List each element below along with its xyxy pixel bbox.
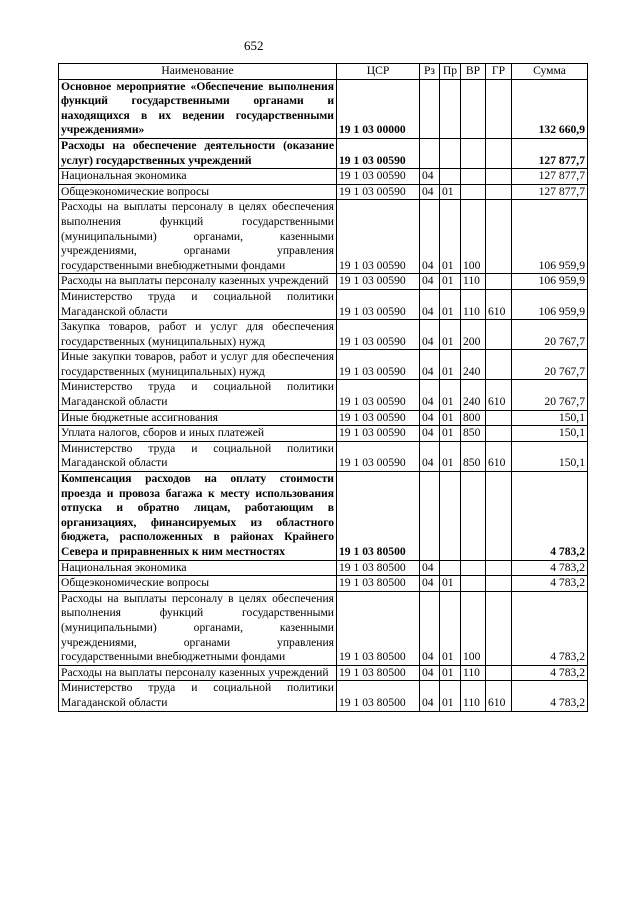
row-gr <box>486 426 512 442</box>
table-row <box>59 410 588 426</box>
row-pr: 01 <box>440 274 461 290</box>
row-name: Расходы на обеспечение деятельности (оказание услуг) государственных учреждений <box>59 138 337 168</box>
row-gr <box>486 591 512 665</box>
row-name: Уплата налогов, сборов и иных платежей <box>59 426 337 442</box>
table-row <box>59 665 588 681</box>
table-row <box>59 681 588 711</box>
row-name: Министерство труда и социальной политики Магаданской области <box>59 289 337 319</box>
row-pr: 01 <box>440 289 461 319</box>
row-csr: 19 1 03 80500 <box>337 681 420 711</box>
table-row <box>59 350 588 380</box>
row-sum: 127 877,7 <box>512 184 588 200</box>
row-vr: 850 <box>461 441 486 471</box>
row-csr: 19 1 03 00000 <box>337 79 420 138</box>
row-vr: 110 <box>461 289 486 319</box>
row-gr <box>486 472 512 561</box>
row-name: Национальная экономика <box>59 169 337 185</box>
row-name: Иные бюджетные ассигнования <box>59 410 337 426</box>
row-pr: 01 <box>440 665 461 681</box>
row-name: Компенсация расходов на оплату стоимости проезда и провоза багажа к месту использования отпуска и обратно лицам, работающим в организациях, финансируемых из областного бюджета, расположенных в районах Крайнего Севера и приравненных к ним местностях <box>59 472 337 561</box>
row-rz: 04 <box>420 274 440 290</box>
table-row <box>59 169 588 185</box>
row-name: Расходы на выплаты персоналу в целях обеспечения выполнения функций государственными (муниципальными) органами, казенными учреждениями, органами управления государственными внебюджетными фондами <box>59 200 337 274</box>
row-rz <box>420 79 440 138</box>
row-sum: 4 783,2 <box>512 472 588 561</box>
row-rz: 04 <box>420 410 440 426</box>
row-vr: 200 <box>461 320 486 350</box>
row-rz: 04 <box>420 426 440 442</box>
row-pr: 01 <box>440 200 461 274</box>
row-gr: 610 <box>486 380 512 410</box>
page-number: 652 <box>244 38 264 53</box>
row-rz: 04 <box>420 289 440 319</box>
header-sum: Сумма <box>512 64 588 80</box>
header-gr: ГР <box>486 64 512 80</box>
row-sum: 4 783,2 <box>512 681 588 711</box>
row-sum: 127 877,7 <box>512 138 588 168</box>
row-sum: 4 783,2 <box>512 591 588 665</box>
row-rz: 04 <box>420 681 440 711</box>
row-vr: 240 <box>461 380 486 410</box>
row-csr: 19 1 03 00590 <box>337 138 420 168</box>
row-csr: 19 1 03 80500 <box>337 576 420 592</box>
row-pr <box>440 138 461 168</box>
row-csr: 19 1 03 00590 <box>337 274 420 290</box>
row-sum: 106 959,9 <box>512 274 588 290</box>
table-row <box>59 274 588 290</box>
row-csr: 19 1 03 80500 <box>337 591 420 665</box>
row-pr: 01 <box>440 441 461 471</box>
row-vr: 240 <box>461 350 486 380</box>
row-pr: 01 <box>440 380 461 410</box>
row-gr <box>486 665 512 681</box>
row-sum: 4 783,2 <box>512 665 588 681</box>
row-gr <box>486 79 512 138</box>
table-body <box>59 79 588 711</box>
row-pr <box>440 472 461 561</box>
row-rz: 04 <box>420 560 440 576</box>
row-pr <box>440 169 461 185</box>
row-sum: 127 877,7 <box>512 169 588 185</box>
table-row <box>59 576 588 592</box>
row-name: Расходы на выплаты персоналу казенных учреждений <box>59 274 337 290</box>
table-header-row <box>59 64 588 80</box>
row-csr: 19 1 03 00590 <box>337 380 420 410</box>
row-sum: 106 959,9 <box>512 200 588 274</box>
table-row <box>59 289 588 319</box>
row-csr: 19 1 03 00590 <box>337 320 420 350</box>
row-sum: 4 783,2 <box>512 576 588 592</box>
row-gr <box>486 560 512 576</box>
row-vr <box>461 138 486 168</box>
row-rz: 04 <box>420 576 440 592</box>
row-gr: 610 <box>486 681 512 711</box>
row-vr <box>461 576 486 592</box>
row-name: Общеэкономические вопросы <box>59 184 337 200</box>
row-gr <box>486 200 512 274</box>
table-row <box>59 560 588 576</box>
row-sum: 20 767,7 <box>512 380 588 410</box>
row-sum: 132 660,9 <box>512 79 588 138</box>
row-sum: 150,1 <box>512 441 588 471</box>
row-name: Министерство труда и социальной политики Магаданской области <box>59 380 337 410</box>
row-rz: 04 <box>420 184 440 200</box>
row-csr: 19 1 03 00590 <box>337 350 420 380</box>
header-rz: Рз <box>420 64 440 80</box>
row-rz <box>420 472 440 561</box>
row-name: Расходы на выплаты персоналу в целях обеспечения выполнения функций государственными (муниципальными) органами, казенными учреждениями, органами управления государственными внебюджетными фондами <box>59 591 337 665</box>
row-vr <box>461 169 486 185</box>
row-csr: 19 1 03 80500 <box>337 665 420 681</box>
row-gr <box>486 274 512 290</box>
row-csr: 19 1 03 00590 <box>337 410 420 426</box>
row-pr: 01 <box>440 350 461 380</box>
row-vr: 850 <box>461 426 486 442</box>
row-gr <box>486 138 512 168</box>
row-csr: 19 1 03 00590 <box>337 289 420 319</box>
row-rz: 04 <box>420 665 440 681</box>
row-vr <box>461 184 486 200</box>
table-row <box>59 184 588 200</box>
row-csr: 19 1 03 00590 <box>337 441 420 471</box>
row-sum: 150,1 <box>512 410 588 426</box>
table-row <box>59 320 588 350</box>
row-name: Министерство труда и социальной политики Магаданской области <box>59 441 337 471</box>
row-name: Иные закупки товаров, работ и услуг для обеспечения государственных (муниципальных) нужд <box>59 350 337 380</box>
row-vr: 110 <box>461 665 486 681</box>
row-sum: 150,1 <box>512 426 588 442</box>
row-pr: 01 <box>440 591 461 665</box>
row-pr: 01 <box>440 681 461 711</box>
row-gr <box>486 184 512 200</box>
row-gr: 610 <box>486 441 512 471</box>
row-rz: 04 <box>420 350 440 380</box>
row-pr: 01 <box>440 320 461 350</box>
row-gr <box>486 320 512 350</box>
table-row <box>59 79 588 138</box>
row-pr <box>440 560 461 576</box>
row-csr: 19 1 03 00590 <box>337 426 420 442</box>
row-gr <box>486 576 512 592</box>
row-rz <box>420 138 440 168</box>
budget-table <box>58 63 588 712</box>
table-row <box>59 472 588 561</box>
header-pr: Пр <box>440 64 461 80</box>
row-pr <box>440 79 461 138</box>
row-name: Основное мероприятие «Обеспечение выполнения функций государственными органами и находящихся в их ведении государственными учреждениями» <box>59 79 337 138</box>
row-gr: 610 <box>486 289 512 319</box>
row-rz: 04 <box>420 320 440 350</box>
header-name: Наименование <box>59 64 337 80</box>
header-vr: ВР <box>461 64 486 80</box>
row-vr: 800 <box>461 410 486 426</box>
row-csr: 19 1 03 80500 <box>337 472 420 561</box>
row-vr <box>461 560 486 576</box>
row-pr: 01 <box>440 426 461 442</box>
header-csr: ЦСР <box>337 64 420 80</box>
row-vr <box>461 472 486 561</box>
table-row <box>59 591 588 665</box>
row-sum: 106 959,9 <box>512 289 588 319</box>
row-sum: 20 767,7 <box>512 320 588 350</box>
row-rz: 04 <box>420 380 440 410</box>
table-row <box>59 426 588 442</box>
row-vr <box>461 79 486 138</box>
row-name: Министерство труда и социальной политики Магаданской области <box>59 681 337 711</box>
row-vr: 100 <box>461 591 486 665</box>
row-rz: 04 <box>420 200 440 274</box>
table-row <box>59 138 588 168</box>
row-name: Общеэкономические вопросы <box>59 576 337 592</box>
row-vr: 110 <box>461 681 486 711</box>
row-csr: 19 1 03 00590 <box>337 184 420 200</box>
table-row <box>59 380 588 410</box>
row-csr: 19 1 03 00590 <box>337 200 420 274</box>
row-pr: 01 <box>440 410 461 426</box>
row-name: Расходы на выплаты персоналу казенных учреждений <box>59 665 337 681</box>
row-rz: 04 <box>420 169 440 185</box>
row-name: Закупка товаров, работ и услуг для обеспечения государственных (муниципальных) нужд <box>59 320 337 350</box>
row-pr: 01 <box>440 184 461 200</box>
table-row <box>59 441 588 471</box>
row-csr: 19 1 03 00590 <box>337 169 420 185</box>
row-sum: 4 783,2 <box>512 560 588 576</box>
row-gr <box>486 169 512 185</box>
row-gr <box>486 410 512 426</box>
row-rz: 04 <box>420 441 440 471</box>
row-vr: 100 <box>461 200 486 274</box>
row-csr: 19 1 03 80500 <box>337 560 420 576</box>
table-row <box>59 200 588 274</box>
row-name: Национальная экономика <box>59 560 337 576</box>
row-vr: 110 <box>461 274 486 290</box>
row-pr: 01 <box>440 576 461 592</box>
row-sum: 20 767,7 <box>512 350 588 380</box>
row-gr <box>486 350 512 380</box>
row-rz: 04 <box>420 591 440 665</box>
